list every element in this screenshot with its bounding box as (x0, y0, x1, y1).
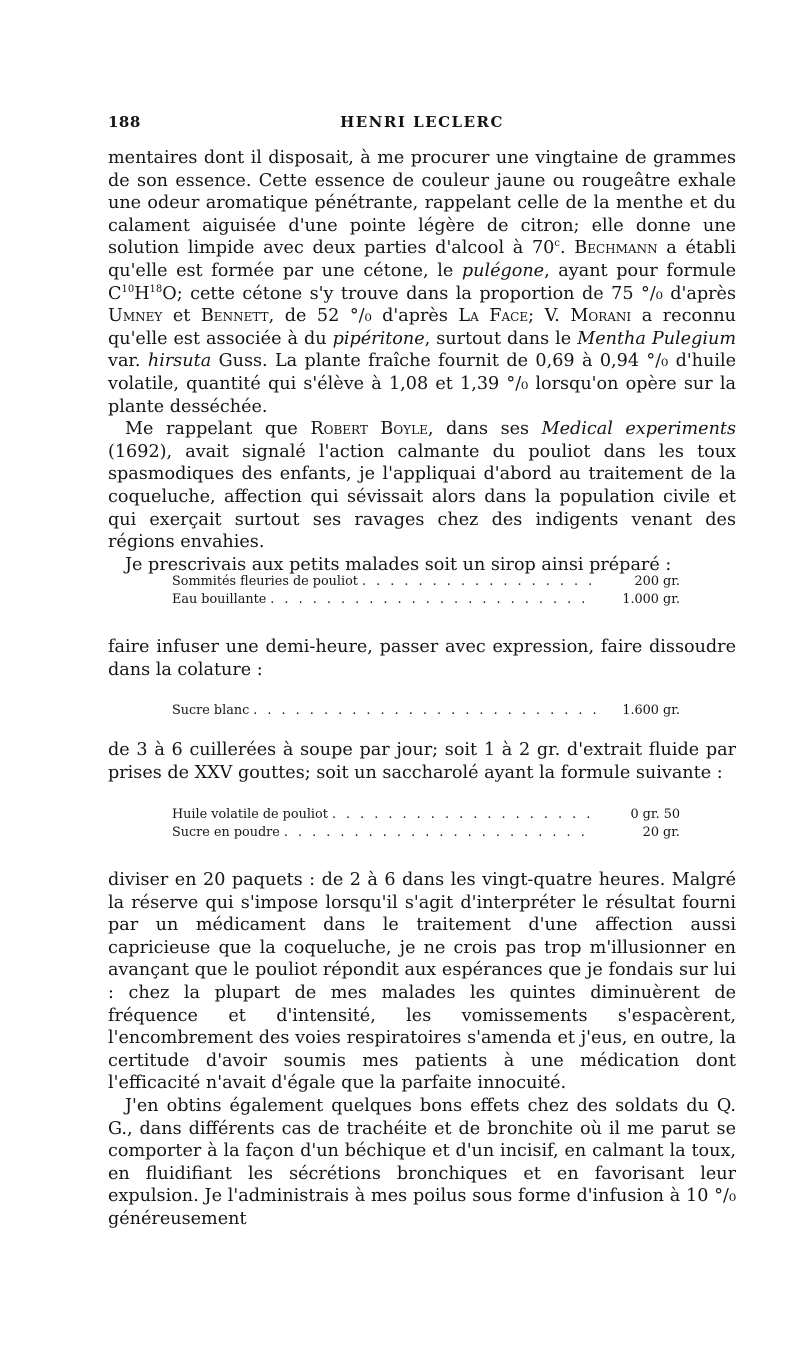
paragraph-3: Je prescrivais aux petits malades soit un sirop ainsi préparé : (125, 554, 672, 575)
author-name: La Face (458, 306, 529, 327)
recipe-row: Sommités fleuries de pouliot . . . 200 gr. (172, 573, 680, 591)
body-text-dosage (108, 739, 736, 784)
paragraph-4: faire infuser une demi-heure, passer avec expression, faire dissoudre dans la colature : (108, 637, 736, 680)
paragraph-1: mentaires dont il disposait, à me procurer une vingtaine de grammes de son essence. Cette essence de couleur jaune ou rougeâtre exhale une odeur aromatique pénétrante, rappelant celle de la menthe et du calament aiguisée d'une pointe légère de citron; elle donne une solution limpide avec deux parties d'alcool à 70$^c$. Bechmann a établi qu'elle est formée par une cétone, le pulégone, ayant pour formule $C^{10}H^{18}O$; cette cétone s'y trouve dans la proportion de 75 °/₀ d'après Umney et Bennett, de 52 °/₀ d'après La Face; V. Morani a reconnu qu'elle est associée à du pipéritone, surtout dans le Mentha Pulegium var. hirsuta Guss. La plante fraîche fournit de 0,69 à 0,94 °/₀ d'huile volatile, quantité qui s'élève à 1,08 et 1,39 °/₀ lorsqu'on opère sur la plante desséchée. (108, 148, 737, 417)
body-text-top (108, 147, 736, 576)
recipe-row: Sucre blanc . . . 1.600 gr. (172, 702, 680, 720)
body-text-bottom (108, 869, 736, 1231)
page-number: 188 (108, 113, 141, 131)
author-name: Bennett (200, 306, 269, 327)
author-name: Umney (108, 306, 163, 327)
paragraph-5: de 3 à 6 cuillerées à soupe par jour; soit 1 à 2 gr. d'extrait fluide par prises de XXV gouttes; soit un saccharolé ayant la formule suivante : (108, 740, 736, 783)
body-text-infusion (108, 636, 736, 681)
page-header (108, 113, 736, 137)
recipe-row: Eau bouillante . . . 1.000 gr. (172, 591, 680, 609)
paragraph-2: Me rappelant que Robert Boyle, dans ses Medical experiments (1692), avait signalé l'action calmante du pouliot dans les toux spasmodiques des enfants, je l'appliquai d'abord au traitement de la coqueluche, affection qui sévissait alors dans la population civile et qui exerçait surtout ses ravages chez des indigents venant des régions envahies. (108, 419, 736, 553)
running-head: HENRI LECLERC (340, 113, 504, 131)
author-name: V. Morani (544, 306, 632, 327)
recipe-row: Sucre en poudre . . . 20 gr. (172, 824, 680, 842)
recipe-sugar (172, 702, 680, 720)
author-name: Robert Boyle (310, 419, 428, 440)
paragraph-7: J'en obtins également quelques bons effets chez des soldats du Q. G., dans différents cas de trachéite et de bronchite où il me parut se comporter à la façon d'un béchique et d'un incisif, en calmant la toux, en fluidifiant les sécrétions bronchiques et en favorisant leur expulsion. Je l'administrais à mes poilus sous forme d'infusion à 10 °/₀ généreusement (108, 1095, 736, 1229)
recipe-row: Huile volatile de pouliot . . . 0 gr. 50 (172, 806, 680, 824)
paragraph-6: diviser en 20 paquets : de 2 à 6 dans les vingt-quatre heures. Malgré la réserve qui s'impose lorsqu'il s'agit d'interpréter le résultat fourni par un médicament dans le traitement d'une affection aussi capricieuse que la coqueluche, je ne crois pas trop m'illusionner en avançant que le pouliot répondit aux espérances que je fondais sur lui : chez la plupart de mes malades les quintes diminuèrent de fréquence et d'intensité, les vomissements s'espacèrent, l'encombrement des voies respiratoires s'amenda et j'eus, en outre, la certitude d'avoir soumis mes patients à une médication dont l'efficacité n'avait d'égale que la parfaite innocuité. (108, 870, 736, 1094)
recipe-syrup (172, 573, 680, 609)
recipe-saccharole (172, 806, 680, 842)
author-name: Bechmann (574, 238, 658, 259)
